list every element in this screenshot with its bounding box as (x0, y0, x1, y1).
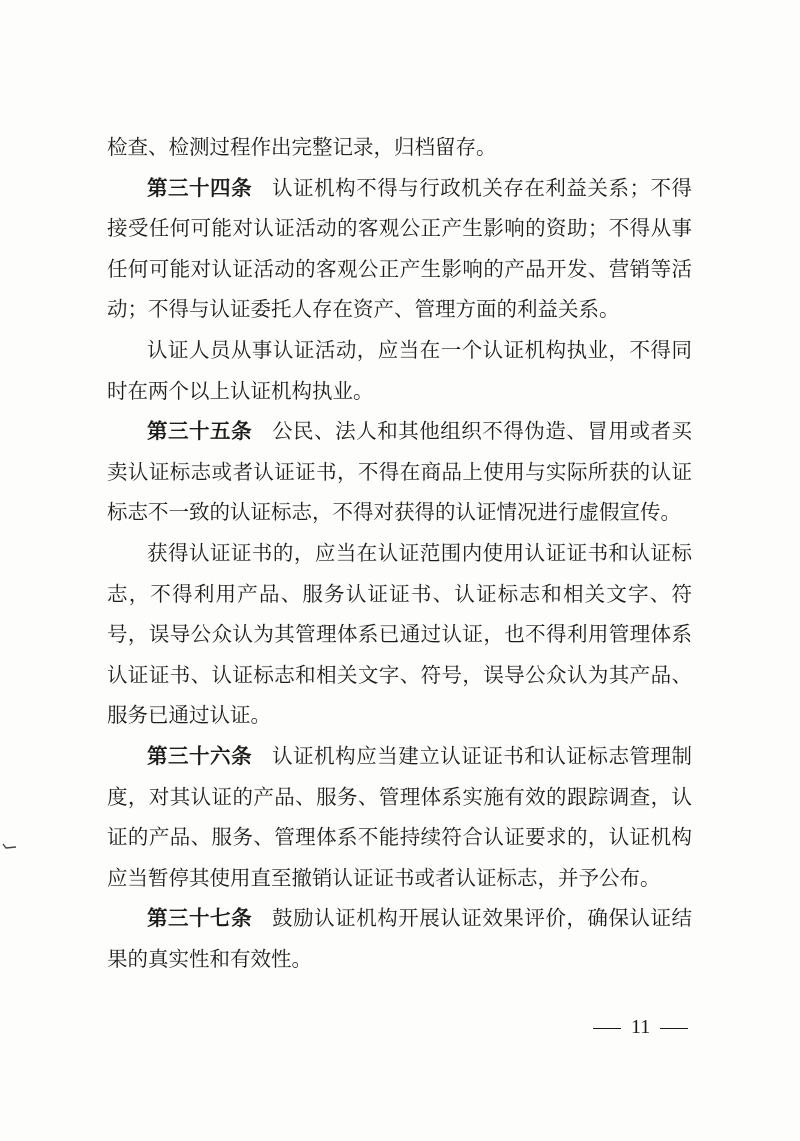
body-line: 任何可能对认证活动的客观公正产生影响的产品开发、营销等活 (107, 256, 692, 281)
body-line: 志，不得利用产品、服务认证证书、认证标志和相关文字、符 (107, 581, 692, 606)
body-line: 认证证书、认证标志和相关文字、符号，误导公众认为其产品、 (107, 662, 692, 687)
body-line: 接受任何可能对认证活动的客观公正产生影响的资助；不得从事 (107, 216, 692, 241)
article-36-line: 第三十六条 认证机构应当建立认证证书和认证标志管理制 (147, 744, 693, 768)
article-heading: 第三十七条 (147, 906, 253, 931)
body-line: 度，对其认证的产品、服务、管理体系实施有效的跟踪调查，认 (107, 784, 692, 809)
folio-dash-left (593, 1028, 621, 1029)
folio-dash-right (660, 1028, 688, 1029)
paragraph-first-line: 获得认证证书的，应当在认证范围内使用认证证书和认证标 (147, 541, 692, 565)
binding-hole-mark (2, 835, 18, 843)
article-heading: 第三十五条 (147, 419, 253, 444)
body-line: 时在两个以上认证机构执业。 (107, 378, 374, 403)
body-line: 应当暂停其使用直至撤销认证证书或者认证标志，并予公布。 (107, 865, 661, 890)
page-number (593, 1012, 713, 1042)
article-37-line: 第三十七条 鼓励认证机构开展认证效果评价，确保认证结 (147, 906, 693, 931)
body-line: 服务已通过认证。 (107, 703, 271, 728)
body-line: 证的产品、服务、管理体系不能持续符合认证要求的，认证机构 (107, 825, 692, 850)
article-heading: 第三十四条 (147, 175, 253, 200)
body-line: 卖认证标志或者认证证书，不得在商品上使用与实际所获的认证 (107, 459, 692, 484)
body-line: 果的真实性和有效性。 (107, 947, 312, 971)
article-35-line: 第三十五条 公民、法人和其他组织不得伪造、冒用或者买 (147, 419, 693, 444)
body-line: 标志不一致的认证标志，不得对获得的认证情况进行虚假宣传。 (107, 500, 681, 525)
article-heading: 第三十六条 (147, 744, 253, 768)
body-line: 检查、检测过程作出完整记录，归档留存。 (107, 135, 497, 159)
body-line: 动；不得与认证委托人存在资产、管理方面的利益关系。 (107, 297, 620, 322)
paragraph-first-line: 认证人员从事认证活动，应当在一个认证机构执业，不得同 (147, 338, 692, 362)
page-number-value: 11 (631, 1016, 651, 1038)
body-line: 号，误导公众认为其管理体系已通过认证，也不得利用管理体系 (107, 622, 692, 647)
article-34-line: 第三十四条 认证机构不得与行政机关存在利益关系；不得 (147, 175, 693, 200)
